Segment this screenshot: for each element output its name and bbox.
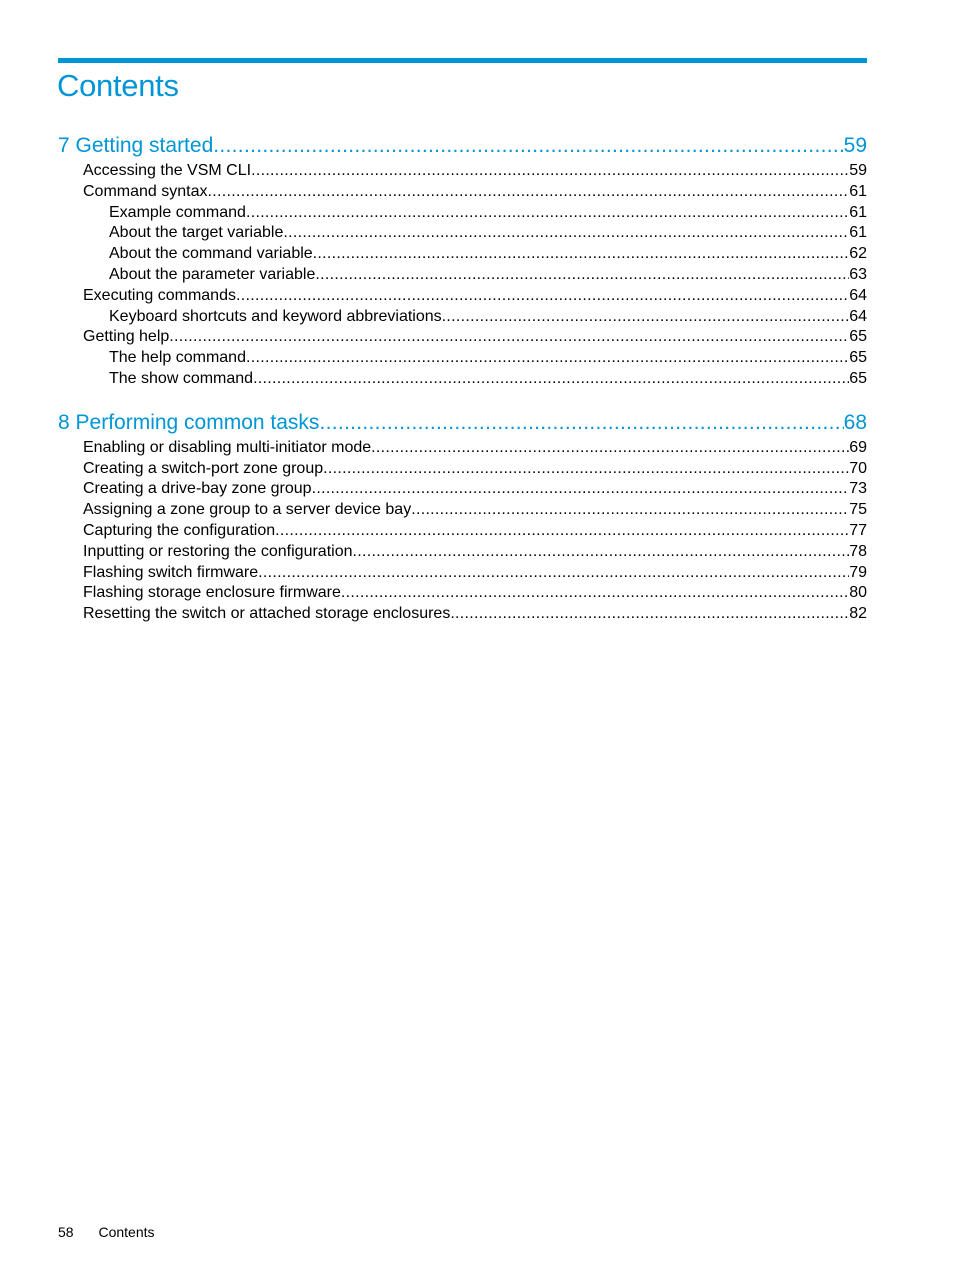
- toc-entry-link[interactable]: [58, 182, 867, 203]
- toc-entry-link[interactable]: [58, 479, 867, 500]
- toc-entry-title: Command syntax: [83, 182, 208, 200]
- toc-entry-page: 65: [849, 328, 867, 346]
- toc-entry-title: Assigning a zone group to a server device bay: [83, 501, 412, 519]
- toc-dot-leader: [442, 307, 850, 328]
- toc-entry-page: 64: [849, 307, 867, 325]
- page-footer: [58, 1222, 155, 1242]
- toc-entry-link[interactable]: [58, 265, 867, 286]
- footer-section: Contents: [98, 1224, 155, 1240]
- toc-chapter-link[interactable]: [58, 408, 867, 438]
- toc-dot-leader: [313, 244, 850, 265]
- toc-entry-link[interactable]: [58, 244, 867, 265]
- toc-entry-link[interactable]: [58, 542, 867, 563]
- toc-entry-page: 61: [849, 224, 867, 242]
- toc-chapter: [58, 131, 867, 390]
- toc-entry-title: Getting help: [83, 328, 170, 346]
- toc-entry-title: Inputting or restoring the configuration: [83, 542, 353, 560]
- toc-entry-link[interactable]: [58, 348, 867, 369]
- toc-entry-link[interactable]: [58, 521, 867, 542]
- toc-entry-page: 61: [849, 182, 867, 200]
- toc-entry-page: 64: [849, 286, 867, 304]
- toc-entry-title: Creating a switch-port zone group: [83, 459, 324, 477]
- toc-entry-link[interactable]: [58, 563, 867, 584]
- toc-entry-page: 82: [849, 605, 867, 623]
- toc-entry-link[interactable]: [58, 203, 867, 224]
- toc-entry-title: The help command: [109, 349, 246, 367]
- toc-entry-page: 65: [849, 369, 867, 387]
- toc-entry-page: 77: [849, 521, 867, 539]
- toc-entry-page: 65: [849, 349, 867, 367]
- toc-entry-link[interactable]: [58, 438, 867, 459]
- toc-entry-title: About the target variable: [109, 224, 284, 242]
- toc-entry-title: Resetting the switch or attached storage enclosures: [83, 605, 451, 623]
- toc-dot-leader: [253, 369, 849, 390]
- toc-entry-link[interactable]: [58, 223, 867, 244]
- toc-dot-leader: [275, 521, 849, 542]
- toc-dot-leader: [251, 161, 849, 182]
- toc-dot-leader: [315, 265, 849, 286]
- toc-entry-link[interactable]: [58, 327, 867, 348]
- toc-dot-leader: [236, 286, 849, 307]
- toc-entry-title: Flashing switch firmware: [83, 563, 259, 581]
- toc-chapter-page: 59: [843, 134, 867, 157]
- toc-entry-title: Flashing storage enclosure firmware: [83, 584, 341, 602]
- toc-entry-link[interactable]: [58, 583, 867, 604]
- toc-dot-leader: [450, 604, 849, 625]
- toc-entry-title: Example command: [109, 203, 246, 221]
- toc-dot-leader: [246, 203, 849, 224]
- toc-entry-page: 69: [849, 438, 867, 456]
- toc-entry-title: Creating a drive-bay zone group: [83, 480, 312, 498]
- toc-entry-page: 63: [849, 265, 867, 283]
- toc-entry-title: Keyboard shortcuts and keyword abbreviations: [109, 307, 442, 325]
- toc-entry-link[interactable]: [58, 161, 867, 182]
- toc-dot-leader: [283, 223, 849, 244]
- toc-chapter: [58, 408, 867, 625]
- toc-dot-leader: [213, 131, 843, 161]
- toc-entry-title: About the parameter variable: [109, 265, 316, 283]
- toc-entry-page: 78: [849, 542, 867, 560]
- toc-entry-page: 62: [849, 245, 867, 263]
- page-title: Contents: [57, 68, 179, 103]
- toc-entry-title: Enabling or disabling multi-initiator mode: [83, 438, 372, 456]
- toc-chapter-link[interactable]: [58, 131, 867, 161]
- toc-dot-leader: [371, 438, 849, 459]
- toc-dot-leader: [246, 348, 849, 369]
- toc-entry-title: About the command variable: [109, 245, 313, 263]
- toc-dot-leader: [323, 459, 849, 480]
- toc-dot-leader: [312, 479, 850, 500]
- toc-dot-leader: [208, 182, 850, 203]
- toc-entry-page: 75: [849, 501, 867, 519]
- toc-entry-link[interactable]: [58, 459, 867, 480]
- toc-dot-leader: [319, 408, 843, 438]
- toc-dot-leader: [341, 583, 849, 604]
- toc-entry-page: 59: [849, 162, 867, 179]
- toc-entry-title: Capturing the configuration: [83, 521, 276, 539]
- toc-dot-leader: [353, 542, 850, 563]
- toc-chapter-page: 68: [843, 410, 867, 434]
- toc-entry-title: Accessing the VSM CLI: [83, 162, 252, 179]
- toc-chapter-title: 7 Getting started: [58, 134, 214, 157]
- toc-entry-link[interactable]: [58, 369, 867, 390]
- toc-entry-title: Executing commands: [83, 286, 236, 304]
- toc-entry-page: 70: [849, 459, 867, 477]
- top-rule: [58, 58, 867, 63]
- toc-entry-link[interactable]: [58, 307, 867, 328]
- toc-dot-leader: [258, 563, 849, 584]
- toc-entry-link[interactable]: [58, 500, 867, 521]
- footer-page-number: 58: [58, 1224, 74, 1240]
- toc-entry-page: 80: [849, 584, 867, 602]
- toc-entry-page: 61: [849, 203, 867, 221]
- table-of-contents: [58, 131, 867, 643]
- toc-dot-leader: [411, 500, 849, 521]
- toc-entry-title: The show command: [109, 369, 254, 387]
- toc-chapter-title: 8 Performing common tasks: [58, 410, 320, 434]
- toc-entry-link[interactable]: [58, 286, 867, 307]
- toc-entry-page: 73: [849, 480, 867, 498]
- toc-dot-leader: [169, 327, 849, 348]
- toc-entry-link[interactable]: [58, 604, 867, 625]
- toc-entry-page: 79: [849, 563, 867, 581]
